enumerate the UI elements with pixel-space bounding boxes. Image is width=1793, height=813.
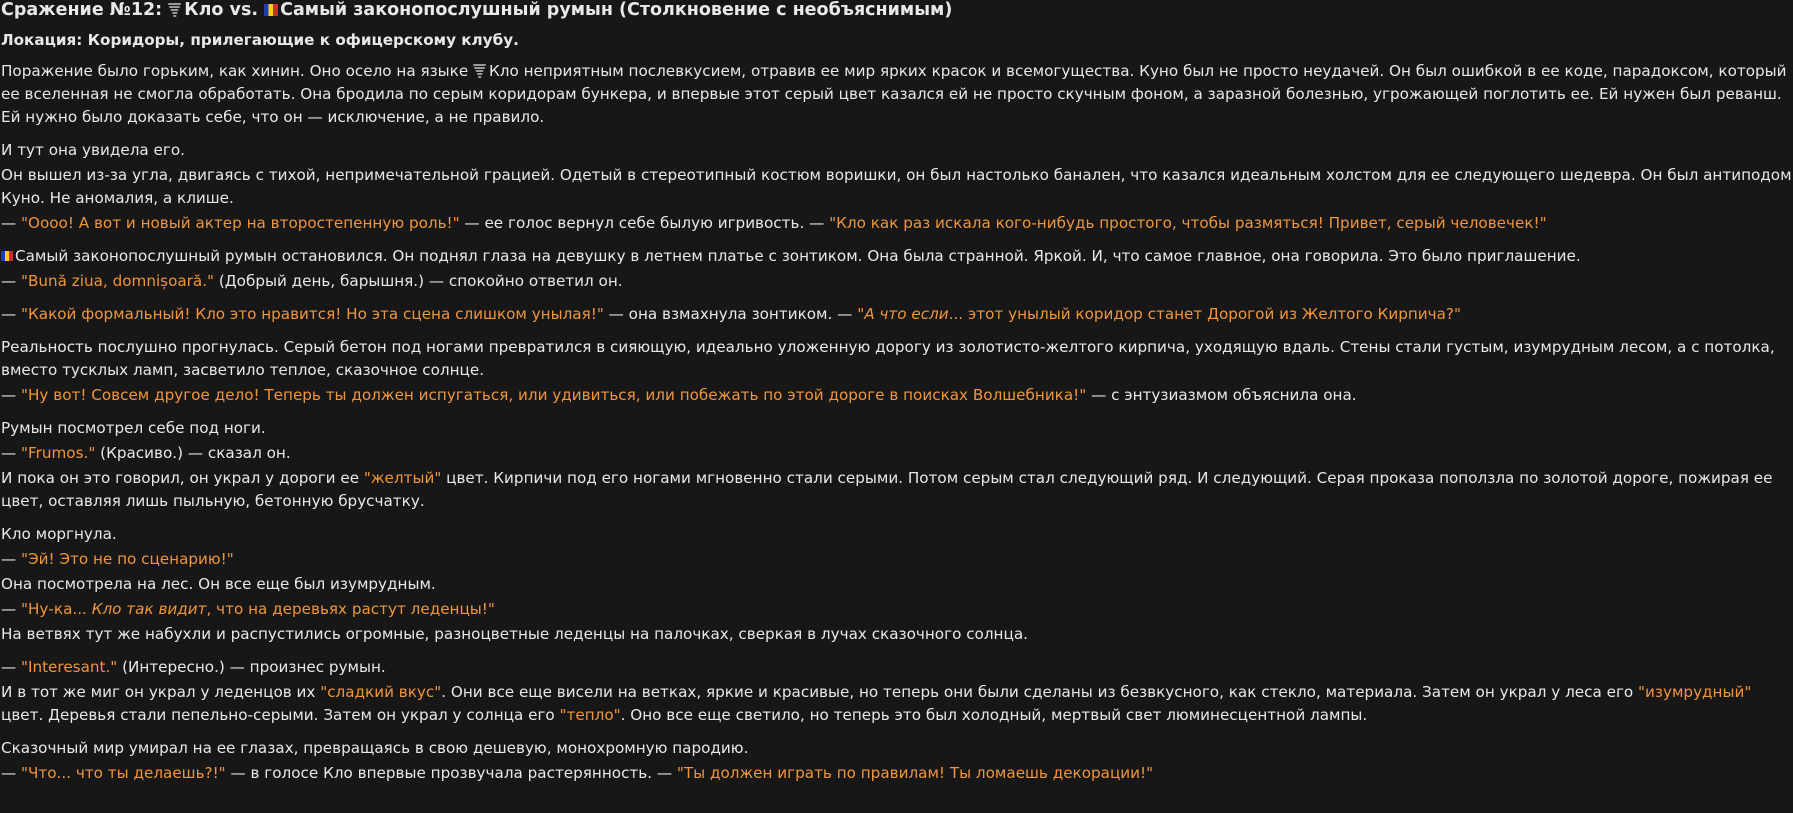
dash: — bbox=[1, 550, 22, 568]
paragraph: Сказочный мир умирал на ее глазах, превращаясь в свою дешевую, монохромную пародию. bbox=[1, 739, 749, 757]
paragraph: Румын посмотрел себе под ноги. bbox=[1, 419, 266, 437]
title-fighter-1: Кло bbox=[184, 0, 224, 20]
quote bbox=[857, 305, 1461, 323]
dash: — bbox=[1, 272, 22, 290]
quote: "желтый" bbox=[363, 469, 442, 487]
dialogue-line bbox=[1, 384, 1792, 407]
dialogue-line bbox=[1, 548, 1792, 571]
quote: "сладкий вкус" bbox=[320, 683, 442, 701]
dash: — bbox=[1, 444, 22, 462]
quote-rest: ... этот унылый коридор станет Дорогой из Желтого Кирпича?" bbox=[948, 305, 1461, 323]
paragraph: Кло моргнула. bbox=[1, 525, 117, 543]
battle-title bbox=[1, 0, 1792, 20]
quote-italic: А что если bbox=[864, 305, 949, 323]
text: (Добрый день, барышня.) — спокойно ответил он. bbox=[214, 272, 623, 290]
quote: "Оооо! А вот и новый актер на второстепенную роль!" bbox=[21, 214, 460, 232]
paragraph: На ветвях тут же набухли и распустились огромные, разноцветные леденцы на палочках, сверкая в лучах сказочного солнца. bbox=[1, 625, 1028, 643]
quote: "Что... что ты делаешь?!" bbox=[21, 764, 226, 782]
quote: "Эй! Это не по сценарию!" bbox=[21, 550, 234, 568]
quote: "Bună ziua, domnișoară." bbox=[21, 272, 215, 290]
paragraph bbox=[1, 60, 1792, 129]
location-line: Локация: Коридоры, прилегающие к офицерскому клубу. bbox=[1, 31, 519, 49]
title-prefix: Сражение №12: bbox=[1, 0, 169, 20]
text: И пока он это говорил, он украл у дороги ее bbox=[1, 469, 364, 487]
text: Кло неприятным послевкусием, отравив ее мир ярких красок и всемогущества. Куно был не просто неудачей. Он был ошибкой в ее коде, парадоксом, который ее вселенная не смогла обработать. Она бродила по серым коридорам бункера, и впервые этот серый цвет казался ей не просто скучным фоном, а заразной болезнью, угрожающей поглотить ее. Ей нужен был реванш. Ей нужно было доказать себе, что он — исключение, а не правило. bbox=[1, 62, 1787, 126]
text: — она взмахнула зонтиком. — bbox=[603, 305, 858, 323]
title-vs: vs. bbox=[223, 0, 265, 20]
quote-open: " bbox=[857, 305, 865, 323]
quote: "изумрудный" bbox=[1638, 683, 1752, 701]
dialogue-line bbox=[1, 656, 1792, 679]
paragraph: Реальность послушно прогнулась. Серый бетон под ногами превратился в сияющую, идеально уложенную дорогу из золотисто-желтого кирпича, уходящую вдаль. Стены стали густым, изумрудным лесом, а с потолка, вместо тусклых ламп, засветило теплое, сказочное солнце. bbox=[1, 338, 1775, 379]
dash: — bbox=[1, 764, 22, 782]
tornado-icon bbox=[168, 2, 181, 17]
text: — ее голос вернул себе былую игривость. — bbox=[459, 214, 830, 232]
dialogue-line bbox=[1, 598, 1792, 621]
paragraph bbox=[1, 467, 1792, 513]
text: цвет. Кирпичи под его ногами мгновенно стали серыми. Потом серым стал следующий ряд. И следующий. Серая проказа поползла по золотой дороге, пожирая ее цвет, оставляя лишь пыльную, бетонную брусчатку. bbox=[1, 469, 1773, 510]
quote-part: , что на деревьях растут леденцы!" bbox=[206, 600, 495, 618]
dash: — bbox=[1, 386, 22, 404]
dialogue-line bbox=[1, 303, 1792, 326]
paragraph bbox=[1, 681, 1792, 727]
paragraph: Он вышел из-за угла, двигаясь с тихой, непримечательной грацией. Одетый в стереотипный костюм воришки, он был настолько банален, что казался идеальным холстом для ее следующего шедевра. Он был антиподом Куно. Не аномалия, а клише. bbox=[1, 166, 1792, 207]
paragraph: Она посмотрела на лес. Он все еще был изумрудным. bbox=[1, 575, 436, 593]
quote: "Какой формальный! Кло это нравится! Но эта сцена слишком унылая!" bbox=[21, 305, 604, 323]
tornado-icon bbox=[473, 63, 486, 78]
romania-flag-icon bbox=[1, 251, 13, 261]
dialogue-line bbox=[1, 212, 1792, 235]
quote: "Ну вот! Совсем другое дело! Теперь ты должен испугаться, или удивиться, или побежать по этой дороге в поисках Волшебника!" bbox=[21, 386, 1087, 404]
text: Самый законопослушный румын остановился. Он поднял глаза на девушку в летнем платье с зонтиком. Она была странной. Яркой. И, что самое главное, она говорила. Это было приглашение. bbox=[15, 247, 1581, 265]
dialogue-line bbox=[1, 442, 1792, 465]
paragraph: И тут она увидела его. bbox=[1, 141, 185, 159]
paragraph bbox=[1, 245, 1792, 268]
quote: "Ты должен играть по правилам! Ты ломаешь декорации!" bbox=[676, 764, 1154, 782]
quote: "тепло" bbox=[559, 706, 621, 724]
quote: "Кло как раз искала кого-нибудь простого, чтобы размяться! Привет, серый человечек!" bbox=[829, 214, 1547, 232]
text: — в голосе Кло впервые прозвучала растерянность. — bbox=[225, 764, 677, 782]
dash: — bbox=[1, 305, 22, 323]
quote: "Frumos." bbox=[21, 444, 96, 462]
text: — с энтузиазмом объяснила она. bbox=[1086, 386, 1357, 404]
romania-flag-icon bbox=[264, 4, 278, 16]
dash: — bbox=[1, 214, 22, 232]
title-fighter-2: Самый законопослушный румын (Столкновение с необъяснимым) bbox=[280, 0, 953, 20]
text: (Красиво.) — сказал он. bbox=[95, 444, 291, 462]
text: цвет. Деревья стали пепельно-серыми. Затем он украл у солнца его bbox=[1, 706, 560, 724]
quote: "Interesant." bbox=[21, 658, 118, 676]
dialogue-line bbox=[1, 270, 1792, 293]
dash: — bbox=[1, 600, 22, 618]
text: . Оно все еще светило, но теперь это был холодный, мертвый свет люминесцентной лампы. bbox=[620, 706, 1368, 724]
text: Поражение было горьким, как хинин. Оно осело на языке bbox=[1, 62, 474, 80]
dash: — bbox=[1, 658, 22, 676]
text: (Интересно.) — произнес румын. bbox=[117, 658, 386, 676]
quote-italic: Кло так видит bbox=[91, 600, 207, 618]
quote bbox=[21, 600, 495, 618]
text: И в тот же миг он украл у леденцов их bbox=[1, 683, 321, 701]
quote-part: "Ну-ка... bbox=[21, 600, 92, 618]
dialogue-line bbox=[1, 762, 1792, 785]
text: . Они все еще висели на ветках, яркие и красивые, но теперь они были сделаны из безвкусного, как стекло, материала. Затем он украл у леса его bbox=[441, 683, 1639, 701]
